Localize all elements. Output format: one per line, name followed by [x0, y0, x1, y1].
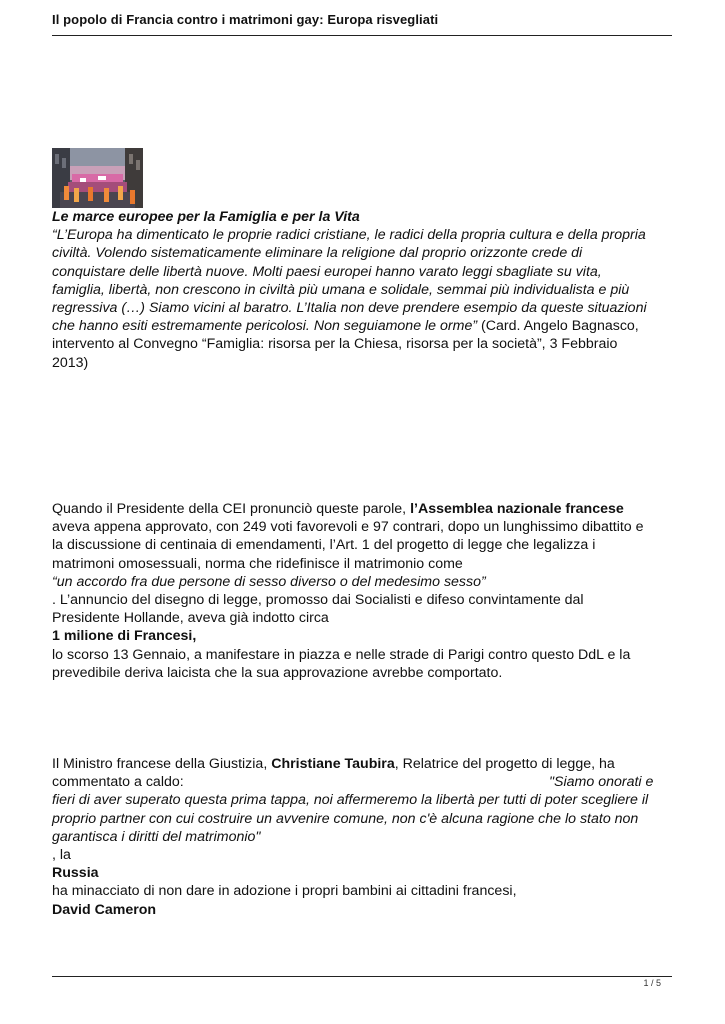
- paragraph-text: , Relatrice del progetto di legge, ha: [394, 756, 615, 772]
- paragraph-line: la discussione di centinaia di emendamenti, l’Art. 1 del progetto di legge che legalizza i: [52, 537, 596, 554]
- quote-line: “L’Europa ha dimenticato le proprie radici cristiane, le radici della propria cultura e della propria: [52, 227, 646, 244]
- section-title: Le marce europee per la Famiglia e per la Vita: [52, 209, 360, 225]
- document-header-title: Il popolo di Francia contro i matrimoni gay: Europa risvegliati: [52, 12, 439, 27]
- footer-divider: [52, 976, 672, 977]
- march-photo: [52, 148, 143, 208]
- minister-name: Christiane Taubira: [271, 756, 395, 772]
- paragraph-line: lo scorso 13 Gennaio, a manifestare in piazza e nelle strade di Parigi contro questo DdL e la: [52, 646, 631, 663]
- quote-source-line: 2013): [52, 354, 89, 371]
- cameron-label: David Cameron: [52, 901, 157, 918]
- taubira-quote-line: proprio partner con cui costruire un avvenire comune, non c'è alcuna ragione che lo stato non: [52, 810, 639, 827]
- paragraph-text: commentato a caldo:: [52, 774, 184, 791]
- section-bagnasco-quote: [52, 208, 672, 372]
- quote-line: conquistare delle libertà nuove. Molti paesi europei hanno varato leggi sbagliate su vita,: [52, 263, 602, 280]
- page-number: 1 / 5: [643, 978, 661, 988]
- quote-source: (Card. Angelo Bagnasco,: [477, 318, 639, 335]
- paragraph-line: Presidente Hollande, aveva già indotto circa: [52, 610, 329, 627]
- russia-label: Russia: [52, 865, 99, 882]
- taubira-quote-line: fieri di aver superato questa prima tappa, noi affermeremo la libertà per tutti di poter scegliere il: [52, 792, 649, 809]
- taubira-quote-line: garantisca i diritti del matrimonio": [52, 828, 261, 845]
- assembly-name: l’Assemblea nazionale francese: [410, 501, 624, 517]
- header-divider: [52, 35, 672, 36]
- marriage-definition: “un accordo fra due persone di sesso diverso o del medesimo sesso”: [52, 573, 486, 590]
- section-taubira: [52, 755, 672, 919]
- paragraph-line: , la: [52, 847, 71, 864]
- paragraph-line: aveva appena approvato, con 249 voti favorevoli e 97 contrari, dopo un lunghissimo dibattito e: [52, 519, 644, 536]
- paragraph-text: Quando il Presidente della CEI pronunciò queste parole,: [52, 501, 411, 517]
- quote-line: civiltà. Volendo sistematicamente eliminare la religione dal proprio orizzonte crede di: [52, 245, 583, 262]
- paragraph-line: ha minacciato di non dare in adozione i propri bambini ai cittadini francesi,: [52, 883, 517, 900]
- paragraph-text: Il Ministro francese della Giustizia,: [52, 756, 272, 772]
- quote-line: regressiva (…) Siamo vicini al baratro. L’Italia non deve prendere esempio da queste situazioni: [52, 300, 647, 317]
- section-assembly: [52, 500, 672, 682]
- paragraph-line: . L’annuncio del disegno di legge, promosso dai Socialisti e difeso convintamente dal: [52, 592, 584, 609]
- paragraph-line: matrimoni omosessuali, norma che ridefinisce il matrimonio come: [52, 555, 463, 572]
- paragraph-line: prevedibile deriva laicista che la sua approvazione avrebbe comportato.: [52, 664, 503, 681]
- quote-source-line: intervento al Convegno “Famiglia: risorsa per la Chiesa, risorsa per la società”, 3 Febbraio: [52, 336, 618, 353]
- quote-line: famiglia, libertà, non crescono in civiltà più umana e solidale, semmai più individualista e più: [52, 281, 630, 298]
- taubira-quote-start: "Siamo onorati e: [549, 774, 654, 791]
- quote-line: che hanno esiti estremamente pericolosi. Non seguiamone le orme”: [52, 318, 478, 335]
- million-french: 1 milione di Francesi,: [52, 628, 197, 645]
